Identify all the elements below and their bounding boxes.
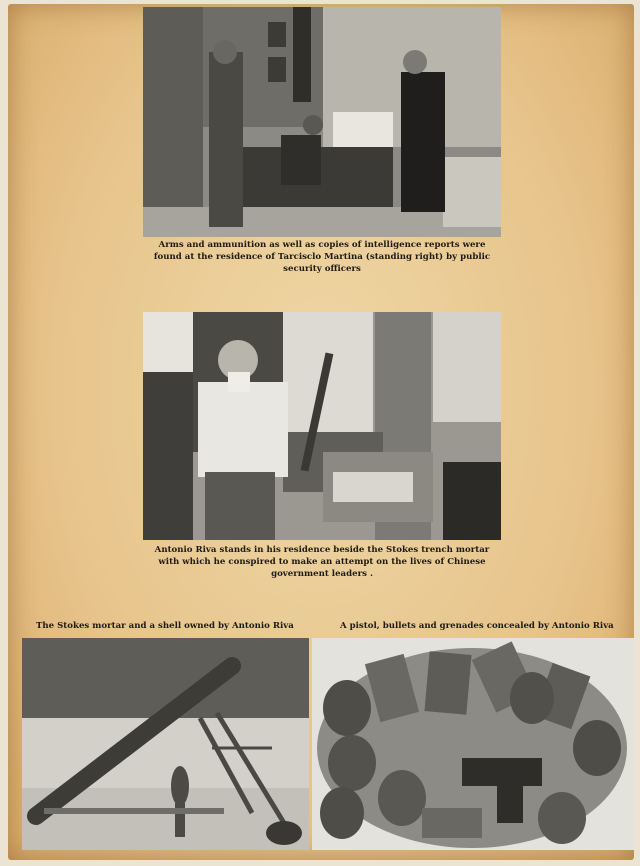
photo-pistol-bullets-grenades <box>312 638 634 850</box>
photo-stokes-mortar-and-shell <box>22 638 309 850</box>
photo-caption-officers: Arms and ammunition as well as copies of intelligence reports were found at the residence of Tarcisclo Martina (standing right) by public security officers <box>153 240 491 274</box>
photo-caption-antonio-riva: Antonio Riva stands in his residence beside the Stokes trench mortar with which he conspired to make an attempt on the lives of Chinese government leaders . <box>154 545 490 579</box>
photo-caption-stokes-mortar: The Stokes mortar and a shell owned by Antonio Riva <box>36 621 294 631</box>
photo-caption-pistol-grenades: A pistol, bullets and grenades concealed by Antonio Riva <box>340 621 614 631</box>
photo-antonio-riva-with-mortar <box>143 312 501 540</box>
photo-officers-search-residence <box>143 7 501 237</box>
